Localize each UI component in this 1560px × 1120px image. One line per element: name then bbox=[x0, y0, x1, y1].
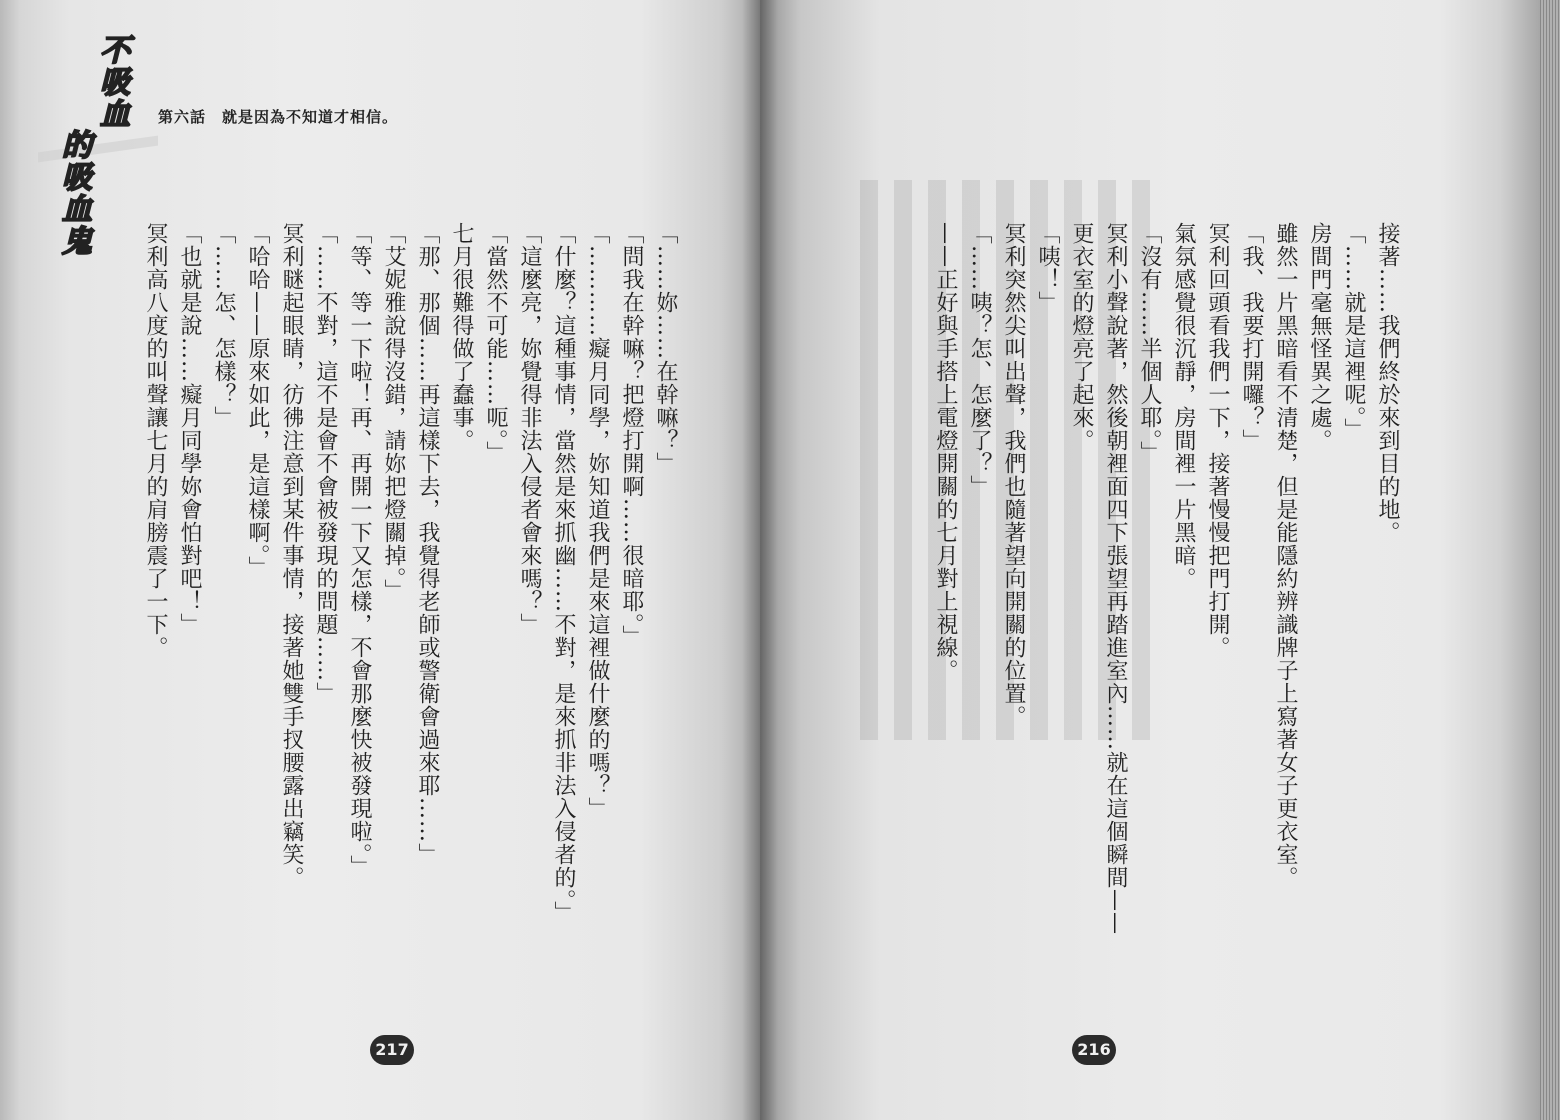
text-column: 接著……我們終於來到目的地。 bbox=[1375, 222, 1400, 544]
text-column: 「我、我要打開囉？」 bbox=[1239, 222, 1264, 452]
text-column: 冥利小聲說著，然後朝裡面四下張望再踏進室內……就在這個瞬間—— bbox=[1103, 222, 1128, 935]
logo-line-2: 的吸血鬼 bbox=[56, 129, 91, 257]
text-column: 雖然一片黑暗看不清楚，但是能隱約辨識牌子上寫著女子更衣室。 bbox=[1273, 222, 1298, 889]
text-column: 「艾妮雅說得沒錯，請妳把燈關掉。」 bbox=[381, 222, 406, 602]
page-number-right: 216 bbox=[1072, 1035, 1116, 1065]
page-edge bbox=[1540, 0, 1560, 1120]
right-page-body bbox=[828, 222, 1404, 1002]
text-column: 「問我在幹嘛？把燈打開啊……很暗耶。」 bbox=[619, 222, 644, 648]
text-column: 「當然不可能……呃。」 bbox=[483, 222, 508, 464]
left-page-body bbox=[116, 222, 682, 1002]
text-column: 「……咦？怎、怎麼了？」 bbox=[967, 222, 992, 498]
book-gutter bbox=[742, 0, 778, 1120]
logo-line-1: 不吸血 bbox=[94, 34, 129, 130]
text-column: 冥利高八度的叫聲讓七月的肩膀震了一下。 bbox=[143, 222, 168, 659]
text-column: ——正好與手搭上電燈開關的七月對上視線。 bbox=[933, 222, 958, 682]
text-column: 「等、等一下啦！再、再開一下又怎樣，不會那麼快被發現啦。」 bbox=[347, 222, 372, 878]
text-column: 七月很難得做了蠢事。 bbox=[449, 222, 474, 452]
text-column: 氣氛感覺很沉靜，房間裡一片黑暗。 bbox=[1171, 222, 1196, 590]
text-column: 「……不對，這不是會不會被發現的問題……」 bbox=[313, 222, 338, 705]
text-column: 冥利瞇起眼睛，彷彿注意到某件事情，接著她雙手扠腰露出竊笑。 bbox=[279, 222, 304, 889]
text-column: 「……就是這裡呢。」 bbox=[1341, 222, 1366, 441]
text-column: 「……妳……在幹嘛？」 bbox=[653, 222, 678, 475]
text-column: 「沒有……半個人耶。」 bbox=[1137, 222, 1162, 464]
text-column: 「…………癡月同學，妳知道我們是來這裡做什麼的嗎？」 bbox=[585, 222, 610, 820]
text-column: 「哈哈——原來如此，是這樣啊。」 bbox=[245, 222, 270, 579]
page-number-left: 217 bbox=[370, 1035, 414, 1065]
left-page bbox=[0, 0, 760, 1120]
text-column: 冥利回頭看我們一下，接著慢慢把門打開。 bbox=[1205, 222, 1230, 659]
text-column: 「那、那個……再這樣下去，我覺得老師或警衛會過來耶……」 bbox=[415, 222, 440, 866]
chapter-title: 第六話 就是因為不知道才相信。 bbox=[158, 108, 399, 126]
text-column: 「……怎、怎樣？」 bbox=[211, 222, 236, 429]
text-column: 冥利突然尖叫出聲，我們也隨著望向開關的位置。 bbox=[1001, 222, 1026, 728]
text-column: 「什麼？這種事情，當然是來抓幽……不對，是來抓非法入侵者的。」 bbox=[551, 222, 576, 924]
text-column: 「咦！」 bbox=[1035, 222, 1060, 314]
text-column: 「這麼亮，妳覺得非法入侵者會來嗎？」 bbox=[517, 222, 542, 636]
text-column: 「也就是說……癡月同學妳會怕對吧！」 bbox=[177, 222, 202, 636]
text-column: 房間門毫無怪異之處。 bbox=[1307, 222, 1332, 452]
text-column: 更衣室的燈亮了起來。 bbox=[1069, 222, 1094, 452]
